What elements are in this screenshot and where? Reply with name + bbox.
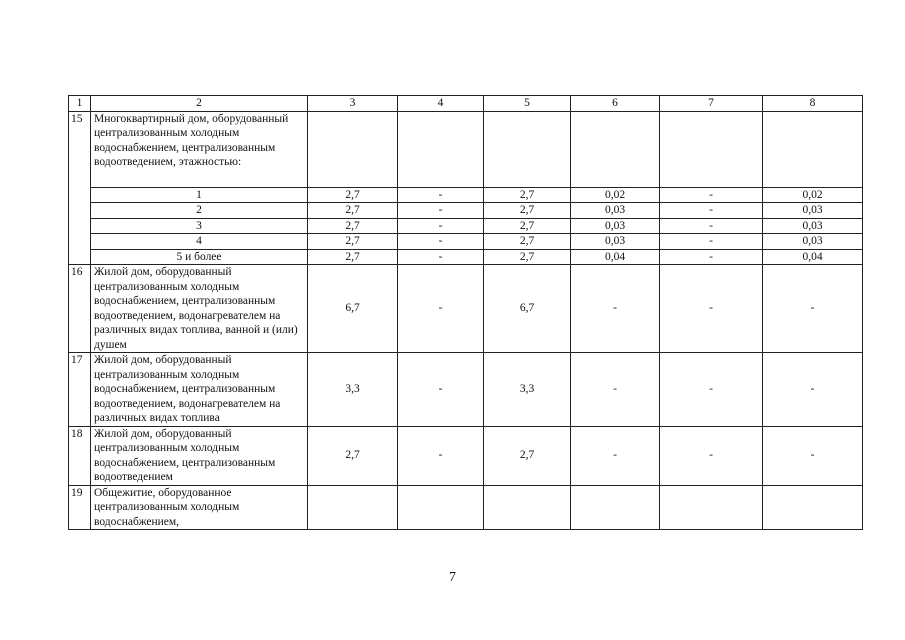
- row-number: 17: [69, 353, 91, 427]
- table-cell: -: [571, 426, 660, 485]
- table-row: [69, 265, 863, 353]
- header-cell: 2: [91, 96, 308, 112]
- table-row: [69, 234, 863, 250]
- table-header-row: [69, 96, 863, 112]
- table-cell: [763, 111, 863, 187]
- norms-table: [68, 95, 863, 530]
- table-cell: 2,7: [308, 234, 398, 250]
- table-row: [69, 426, 863, 485]
- table-cell: -: [660, 187, 763, 203]
- row-description: Жилой дом, оборудованный централизованным холодным водоснабжением, централизованным водоотведением, водонагревателем на различных видах топлива: [91, 353, 308, 427]
- table-cell: 0,03: [571, 234, 660, 250]
- table-row: [69, 353, 863, 427]
- table-row: [69, 203, 863, 219]
- table-cell: [398, 111, 484, 187]
- header-cell: 8: [763, 96, 863, 112]
- table-row: [69, 485, 863, 530]
- header-cell: 6: [571, 96, 660, 112]
- table-cell: [308, 111, 398, 187]
- table-cell: [571, 111, 660, 187]
- table-cell: 2,7: [308, 187, 398, 203]
- table-cell: -: [398, 218, 484, 234]
- table-cell: -: [398, 203, 484, 219]
- table-cell: -: [660, 218, 763, 234]
- floor-label: 2: [91, 203, 308, 219]
- table-cell: -: [571, 353, 660, 427]
- floor-label: 5 и более: [91, 249, 308, 265]
- table-cell: 2,7: [308, 426, 398, 485]
- header-cell: 4: [398, 96, 484, 112]
- page-number: 7: [449, 570, 456, 585]
- table-cell: 3,3: [308, 353, 398, 427]
- table-cell: [660, 485, 763, 530]
- table-cell: 0,03: [763, 218, 863, 234]
- table-cell: -: [763, 265, 863, 353]
- table-cell: 0,03: [763, 203, 863, 219]
- table-cell: [763, 485, 863, 530]
- table-cell: 0,02: [571, 187, 660, 203]
- table-cell: 0,02: [763, 187, 863, 203]
- row-description: Жилой дом, оборудованный централизованным холодным водоснабжением, централизованным водоотведением: [91, 426, 308, 485]
- table-cell: -: [763, 426, 863, 485]
- table-row: [69, 111, 863, 187]
- table-cell: 2,7: [308, 203, 398, 219]
- table-cell: -: [660, 203, 763, 219]
- floor-label: 1: [91, 187, 308, 203]
- table-cell: 0,03: [571, 203, 660, 219]
- table-cell: -: [660, 426, 763, 485]
- table-cell: [484, 485, 571, 530]
- table-cell: 3,3: [484, 353, 571, 427]
- table-cell: 0,03: [571, 218, 660, 234]
- table-cell: 6,7: [484, 265, 571, 353]
- floor-label: 3: [91, 218, 308, 234]
- table-cell: [484, 111, 571, 187]
- table-cell: -: [398, 426, 484, 485]
- table-cell: -: [763, 353, 863, 427]
- table-row: [69, 187, 863, 203]
- table-cell: [308, 485, 398, 530]
- table-cell: 2,7: [484, 187, 571, 203]
- row-description: Общежитие, оборудованное централизованным холодным водоснабжением,: [91, 485, 308, 530]
- row-description: Жилой дом, оборудованный централизованным холодным водоснабжением, централизованным водоотведением, водонагревателем на различных видах топлива, ванной и (или) душем: [91, 265, 308, 353]
- table-cell: -: [398, 265, 484, 353]
- table-row: [69, 249, 863, 265]
- table-row: [69, 218, 863, 234]
- table-cell: 2,7: [484, 203, 571, 219]
- floor-label: 4: [91, 234, 308, 250]
- table-cell: -: [398, 353, 484, 427]
- row-number: 18: [69, 426, 91, 485]
- header-cell: 3: [308, 96, 398, 112]
- table-cell: [571, 485, 660, 530]
- table-cell: 6,7: [308, 265, 398, 353]
- header-cell: 7: [660, 96, 763, 112]
- table-cell: 2,7: [484, 234, 571, 250]
- row-description: Многоквартирный дом, оборудованный централизованным холодным водоснабжением, централизованным водоотведением, этажностью:: [91, 111, 308, 187]
- table-cell: -: [571, 265, 660, 353]
- table-cell: 2,7: [484, 426, 571, 485]
- table-cell: 0,04: [571, 249, 660, 265]
- row-number: 15: [69, 111, 91, 265]
- table-cell: [398, 485, 484, 530]
- header-cell: 5: [484, 96, 571, 112]
- table-cell: -: [398, 234, 484, 250]
- table-cell: -: [398, 249, 484, 265]
- table-cell: 2,7: [308, 218, 398, 234]
- table-cell: 2,7: [484, 218, 571, 234]
- row-number: 16: [69, 265, 91, 353]
- table-cell: -: [660, 265, 763, 353]
- table-cell: 2,7: [484, 249, 571, 265]
- row-number: 19: [69, 485, 91, 530]
- table-cell: 0,04: [763, 249, 863, 265]
- table-cell: -: [660, 234, 763, 250]
- table-cell: 0,03: [763, 234, 863, 250]
- table-cell: 2,7: [308, 249, 398, 265]
- table-cell: -: [660, 353, 763, 427]
- table-cell: -: [398, 187, 484, 203]
- table-cell: [660, 111, 763, 187]
- table-cell: -: [660, 249, 763, 265]
- header-cell: 1: [69, 96, 91, 112]
